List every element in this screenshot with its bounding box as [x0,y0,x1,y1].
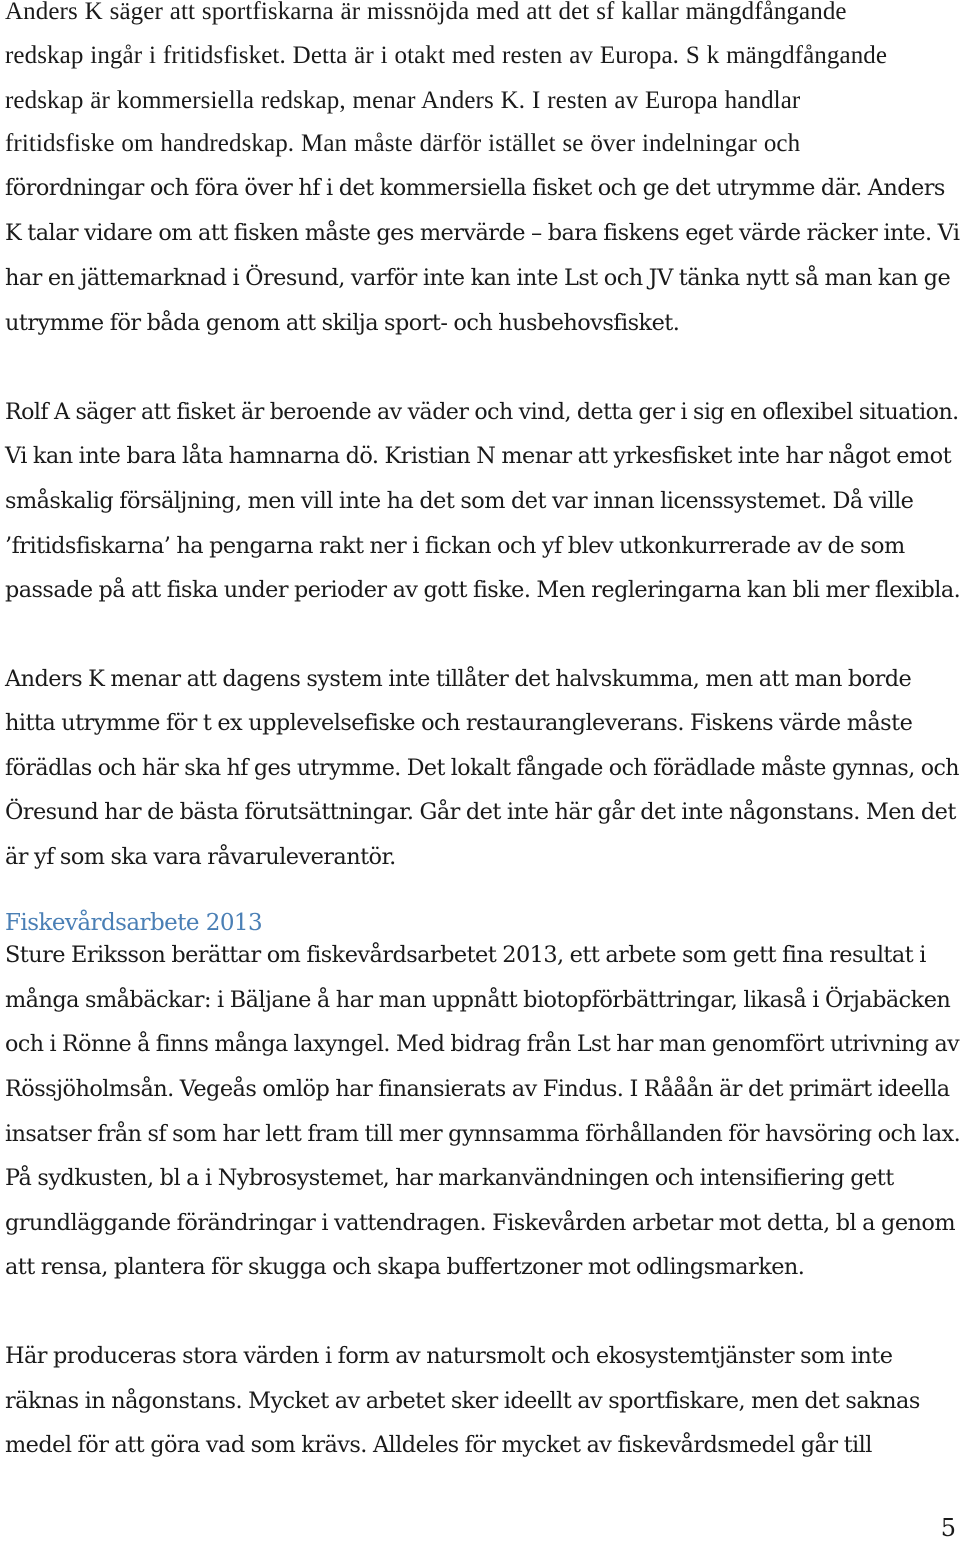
page-number: 5 [940,1514,956,1542]
paragraph-1-line-1: Anders K säger att sportfiskarna är missnöjda med att det sf kallar mängdfångande [5,0,847,25]
paragraph-1-line-8: utrymme för båda genom att skilja sport- och husbehovsfisket. [5,310,680,336]
paragraph-1-line-5: förordningar och föra över hf i det kommersiella fisket och ge det utrymme där. Anders [5,175,945,201]
paragraph-5-line-3: medel för att göra vad som krävs. Alldeles för mycket av fiskevårdsmedel går till [5,1432,872,1458]
paragraph-4-line-1: Sture Eriksson berättar om fiskevårdsarbetet 2013, ett arbete som gett fina resultat i [5,942,926,968]
paragraph-1-line-4: fritidsfiske om handredskap. Man måste därför istället se över indelningar och [5,130,801,157]
paragraph-5-line-1: Här produceras stora värden i form av natursmolt och ekosystemtjänster som inte [5,1343,893,1369]
paragraph-4-line-7: grundläggande förändringar i vattendragen. Fiskevården arbetar mot detta, bl a genom [5,1210,956,1236]
paragraph-1-line-4a [5,129,800,159]
paragraph-5-line-2: räknas in någonstans. Mycket av arbetet sker ideellt av sportfiskare, men det saknas [5,1388,920,1414]
paragraph-3-line-1: Anders K menar att dagens system inte tillåter det halvskumma, men att man borde [5,666,912,692]
paragraph-2-line-2: Vi kan inte bara låta hamnarna dö. Kristian N menar att yrkesfisket inte har något emot [5,443,952,469]
paragraph-3-line-5: är yf som ska vara råvaruleverantör. [5,844,396,870]
section-heading: Fiskevårdsarbete 2013 [5,910,263,936]
paragraph-1-line-7: har en jättemarknad i Öresund, varför inte kan inte Lst och JV tänka nytt så man kan ge [5,265,951,291]
paragraph-2-line-1: Rolf A säger att fisket är beroende av väder och vind, detta ger i sig en oflexibel situation. [5,399,959,425]
paragraph-3-line-3: förädlas och här ska hf ges utrymme. Det lokalt fångade och förädlade måste gynnas, och [5,755,960,781]
paragraph-3-line-2: hitta utrymme för t ex upplevelsefiske och restaurangleverans. Fiskens värde måste [5,710,913,736]
paragraph-1-line-3: redskap är kommersiella redskap, menar Anders K. I resten av Europa handlar [5,87,801,114]
paragraph-4-line-5: insatser från sf som har lett fram till mer gynnsamma förhållanden för havsöring och lax. [5,1121,960,1147]
paragraph-4-line-2: många småbäckar: i Bäljane å har man uppnått biotopförbättringar, likaså i Örjabäcken [5,987,951,1013]
paragraph-1-line-2: redskap ingår i fritidsfisket. Detta är i otakt med resten av Europa. S k mängdfångande [5,42,888,69]
paragraph-4-line-6: På sydkusten, bl a i Nybrosystemet, har markanvändningen och intensifiering gett [5,1165,894,1191]
paragraph-2-line-4: ’fritidsfiskarna’ ha pengarna rakt ner i fickan och yf blev utkonkurrerade av de som [5,533,905,559]
paragraph-2-line-5: passade på att fiska under perioder av gott fiske. Men regleringarna kan bli mer flexibla. [5,577,960,603]
paragraph-3-line-4: Öresund har de bästa förutsättningar. Går det inte här går det inte någonstans. Men det [5,799,956,825]
paragraph-4-line-8: att rensa, plantera för skugga och skapa buffertzoner mot odlingsmarken. [5,1254,805,1280]
paragraph-4-line-3: och i Rönne å finns många laxyngel. Med bidrag från Lst har man genomfört utrivning av [5,1031,960,1057]
paragraph-4-line-4: Rössjöholmsån. Vegeås omlöp har finansierats av Findus. I Rååån är det primärt ideella [5,1076,950,1102]
paragraph-1-line-6: K talar vidare om att fisken måste ges mervärde – bara fiskens eget värde räcker inte. Vi [5,220,960,246]
paragraph-2-line-3: småskalig försäljning, men vill inte ha det som det var innan licenssystemet. Då ville [5,488,914,514]
